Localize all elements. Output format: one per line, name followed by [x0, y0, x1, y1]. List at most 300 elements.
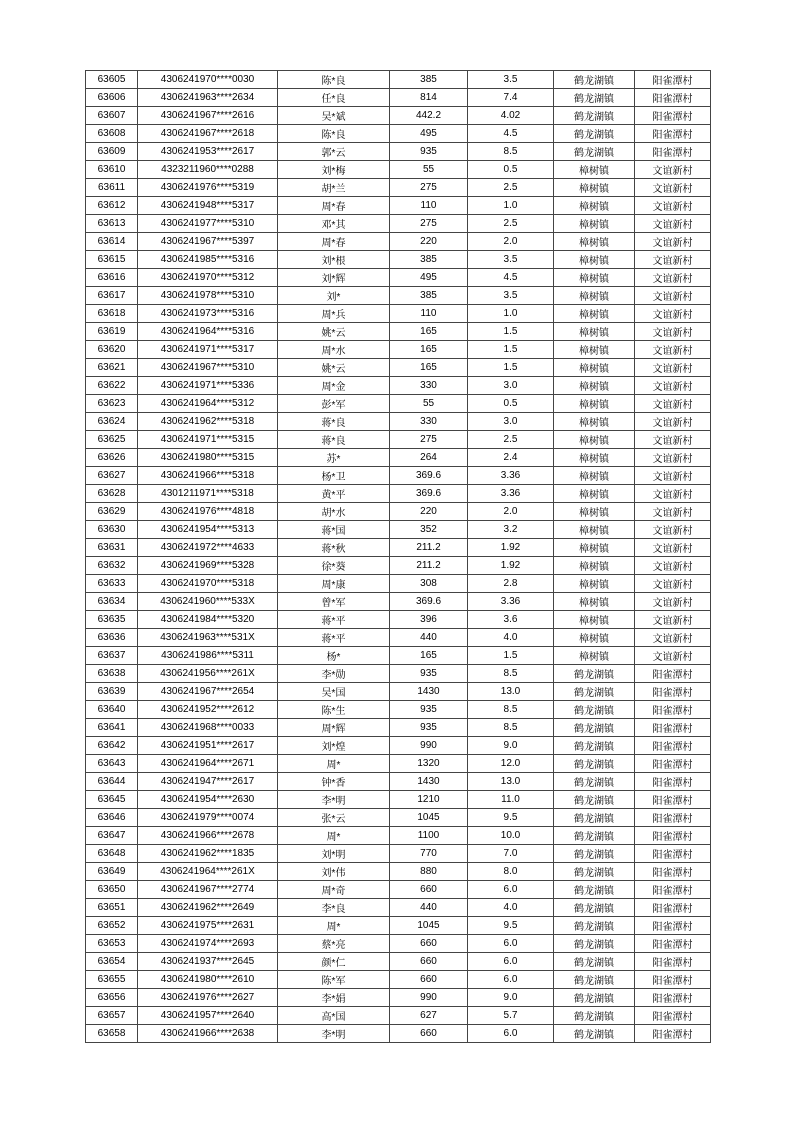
cell-id_number: 4306241957****2640 [138, 1007, 278, 1025]
cell-seq: 63650 [86, 881, 138, 899]
cell-town: 鹤龙湖镇 [554, 701, 635, 719]
cell-name: 刘*明 [278, 845, 390, 863]
cell-id_number: 4306241956****261X [138, 665, 278, 683]
cell-town: 鹤龙湖镇 [554, 719, 635, 737]
cell-amount: 165 [390, 647, 468, 665]
cell-amount: 275 [390, 215, 468, 233]
cell-village: 文谊新村 [635, 359, 711, 377]
cell-rate: 1.0 [468, 197, 554, 215]
cell-name: 陈*良 [278, 125, 390, 143]
cell-seq: 63607 [86, 107, 138, 125]
cell-seq: 63639 [86, 683, 138, 701]
cell-village: 阳雀潭村 [635, 89, 711, 107]
cell-rate: 13.0 [468, 773, 554, 791]
cell-name: 姚*云 [278, 323, 390, 341]
cell-village: 阳雀潭村 [635, 953, 711, 971]
cell-name: 蒋*平 [278, 611, 390, 629]
cell-name: 蒋*良 [278, 413, 390, 431]
cell-village: 阳雀潭村 [635, 863, 711, 881]
cell-name: 周* [278, 917, 390, 935]
cell-town: 鹤龙湖镇 [554, 773, 635, 791]
cell-rate: 3.36 [468, 593, 554, 611]
cell-name: 陈*军 [278, 971, 390, 989]
cell-town: 樟树镇 [554, 521, 635, 539]
cell-rate: 1.5 [468, 647, 554, 665]
cell-name: 杨*卫 [278, 467, 390, 485]
cell-seq: 63656 [86, 989, 138, 1007]
cell-village: 文谊新村 [635, 251, 711, 269]
cell-amount: 330 [390, 413, 468, 431]
cell-seq: 63652 [86, 917, 138, 935]
data-table-body [86, 71, 711, 1043]
cell-seq: 63635 [86, 611, 138, 629]
cell-village: 阳雀潭村 [635, 827, 711, 845]
table-row [86, 485, 711, 503]
cell-rate: 3.36 [468, 467, 554, 485]
cell-amount: 1045 [390, 917, 468, 935]
cell-village: 文谊新村 [635, 269, 711, 287]
table-row [86, 755, 711, 773]
cell-town: 樟树镇 [554, 449, 635, 467]
table-row [86, 287, 711, 305]
cell-id_number: 4306241967****5310 [138, 359, 278, 377]
cell-village: 文谊新村 [635, 161, 711, 179]
cell-id_number: 4306241967****2618 [138, 125, 278, 143]
cell-rate: 6.0 [468, 935, 554, 953]
table-row [86, 449, 711, 467]
cell-amount: 165 [390, 359, 468, 377]
table-row [86, 737, 711, 755]
cell-village: 文谊新村 [635, 233, 711, 251]
cell-seq: 63613 [86, 215, 138, 233]
cell-seq: 63609 [86, 143, 138, 161]
cell-seq: 63638 [86, 665, 138, 683]
cell-village: 阳雀潭村 [635, 989, 711, 1007]
table-row [86, 251, 711, 269]
cell-id_number: 4323211960****0288 [138, 161, 278, 179]
cell-id_number: 4306241962****2649 [138, 899, 278, 917]
cell-town: 樟树镇 [554, 431, 635, 449]
cell-village: 阳雀潭村 [635, 881, 711, 899]
cell-id_number: 4306241964****2671 [138, 755, 278, 773]
table-row [86, 719, 711, 737]
cell-town: 鹤龙湖镇 [554, 737, 635, 755]
cell-id_number: 4306241985****5316 [138, 251, 278, 269]
cell-rate: 1.0 [468, 305, 554, 323]
table-row [86, 125, 711, 143]
cell-rate: 1.5 [468, 323, 554, 341]
cell-rate: 9.0 [468, 737, 554, 755]
cell-name: 徐*葵 [278, 557, 390, 575]
cell-name: 李*良 [278, 899, 390, 917]
cell-town: 樟树镇 [554, 575, 635, 593]
cell-rate: 6.0 [468, 881, 554, 899]
cell-village: 阳雀潭村 [635, 773, 711, 791]
cell-name: 姚*云 [278, 359, 390, 377]
table-row [86, 323, 711, 341]
cell-rate: 2.0 [468, 233, 554, 251]
cell-seq: 63615 [86, 251, 138, 269]
cell-id_number: 4306241947****2617 [138, 773, 278, 791]
cell-seq: 63632 [86, 557, 138, 575]
cell-id_number: 4306241952****2612 [138, 701, 278, 719]
cell-id_number: 4306241986****5311 [138, 647, 278, 665]
cell-town: 鹤龙湖镇 [554, 971, 635, 989]
table-row [86, 215, 711, 233]
cell-rate: 8.0 [468, 863, 554, 881]
cell-name: 周*康 [278, 575, 390, 593]
cell-id_number: 4306241967****2654 [138, 683, 278, 701]
cell-rate: 7.4 [468, 89, 554, 107]
cell-id_number: 4306241976****4818 [138, 503, 278, 521]
table-row [86, 377, 711, 395]
cell-id_number: 4306241948****5317 [138, 197, 278, 215]
cell-name: 陈*良 [278, 71, 390, 89]
cell-seq: 63612 [86, 197, 138, 215]
cell-town: 樟树镇 [554, 161, 635, 179]
table-row [86, 197, 711, 215]
cell-amount: 935 [390, 719, 468, 737]
cell-id_number: 4306241979****0074 [138, 809, 278, 827]
cell-village: 阳雀潭村 [635, 719, 711, 737]
cell-id_number: 4306241937****2645 [138, 953, 278, 971]
cell-village: 文谊新村 [635, 521, 711, 539]
cell-town: 鹤龙湖镇 [554, 683, 635, 701]
cell-village: 文谊新村 [635, 647, 711, 665]
cell-rate: 9.5 [468, 809, 554, 827]
cell-seq: 63605 [86, 71, 138, 89]
cell-rate: 10.0 [468, 827, 554, 845]
cell-seq: 63633 [86, 575, 138, 593]
cell-amount: 1045 [390, 809, 468, 827]
table-row [86, 791, 711, 809]
cell-town: 樟树镇 [554, 395, 635, 413]
cell-name: 李*勋 [278, 665, 390, 683]
cell-seq: 63606 [86, 89, 138, 107]
cell-town: 樟树镇 [554, 413, 635, 431]
cell-name: 高*国 [278, 1007, 390, 1025]
cell-name: 杨* [278, 647, 390, 665]
cell-id_number: 4306241984****5320 [138, 611, 278, 629]
cell-town: 樟树镇 [554, 269, 635, 287]
cell-rate: 6.0 [468, 971, 554, 989]
table-row [86, 701, 711, 719]
cell-rate: 8.5 [468, 719, 554, 737]
cell-id_number: 4306241975****2631 [138, 917, 278, 935]
cell-amount: 495 [390, 125, 468, 143]
cell-village: 阳雀潭村 [635, 701, 711, 719]
cell-village: 文谊新村 [635, 305, 711, 323]
cell-name: 李*明 [278, 1025, 390, 1043]
cell-village: 文谊新村 [635, 179, 711, 197]
cell-name: 钟*香 [278, 773, 390, 791]
cell-village: 文谊新村 [635, 377, 711, 395]
cell-rate: 3.0 [468, 377, 554, 395]
cell-town: 鹤龙湖镇 [554, 143, 635, 161]
cell-town: 鹤龙湖镇 [554, 125, 635, 143]
cell-town: 樟树镇 [554, 359, 635, 377]
table-row [86, 359, 711, 377]
cell-id_number: 4306241971****5336 [138, 377, 278, 395]
table-row [86, 953, 711, 971]
cell-town: 鹤龙湖镇 [554, 989, 635, 1007]
cell-town: 樟树镇 [554, 593, 635, 611]
cell-village: 阳雀潭村 [635, 917, 711, 935]
cell-rate: 8.5 [468, 701, 554, 719]
cell-town: 鹤龙湖镇 [554, 665, 635, 683]
cell-name: 邓*其 [278, 215, 390, 233]
cell-amount: 211.2 [390, 539, 468, 557]
cell-name: 周* [278, 755, 390, 773]
cell-village: 文谊新村 [635, 395, 711, 413]
cell-id_number: 4306241962****1835 [138, 845, 278, 863]
cell-seq: 63610 [86, 161, 138, 179]
cell-amount: 935 [390, 701, 468, 719]
cell-town: 樟树镇 [554, 485, 635, 503]
table-row [86, 161, 711, 179]
cell-village: 文谊新村 [635, 341, 711, 359]
table-row [86, 431, 711, 449]
cell-rate: 4.5 [468, 125, 554, 143]
table-row [86, 503, 711, 521]
cell-village: 文谊新村 [635, 197, 711, 215]
cell-name: 刘*伟 [278, 863, 390, 881]
cell-rate: 2.8 [468, 575, 554, 593]
cell-village: 文谊新村 [635, 287, 711, 305]
cell-name: 蒋*秋 [278, 539, 390, 557]
table-row [86, 1007, 711, 1025]
cell-village: 文谊新村 [635, 449, 711, 467]
cell-name: 郭*云 [278, 143, 390, 161]
cell-town: 樟树镇 [554, 305, 635, 323]
cell-town: 鹤龙湖镇 [554, 917, 635, 935]
cell-name: 颜*仁 [278, 953, 390, 971]
cell-seq: 63617 [86, 287, 138, 305]
cell-rate: 3.5 [468, 251, 554, 269]
cell-name: 周* [278, 827, 390, 845]
cell-seq: 63657 [86, 1007, 138, 1025]
cell-name: 蔡*亮 [278, 935, 390, 953]
cell-rate: 2.5 [468, 215, 554, 233]
cell-amount: 990 [390, 989, 468, 1007]
cell-amount: 220 [390, 503, 468, 521]
cell-id_number: 4306241964****5316 [138, 323, 278, 341]
cell-amount: 990 [390, 737, 468, 755]
cell-seq: 63611 [86, 179, 138, 197]
cell-rate: 3.5 [468, 287, 554, 305]
cell-rate: 0.5 [468, 161, 554, 179]
cell-town: 樟树镇 [554, 197, 635, 215]
cell-amount: 385 [390, 287, 468, 305]
cell-rate: 2.4 [468, 449, 554, 467]
cell-seq: 63644 [86, 773, 138, 791]
cell-amount: 814 [390, 89, 468, 107]
table-row [86, 773, 711, 791]
cell-town: 鹤龙湖镇 [554, 71, 635, 89]
cell-village: 阳雀潭村 [635, 899, 711, 917]
cell-id_number: 4306241963****531X [138, 629, 278, 647]
cell-name: 刘*梅 [278, 161, 390, 179]
cell-village: 阳雀潭村 [635, 71, 711, 89]
cell-amount: 660 [390, 881, 468, 899]
cell-id_number: 4306241980****5315 [138, 449, 278, 467]
cell-amount: 1210 [390, 791, 468, 809]
cell-town: 鹤龙湖镇 [554, 791, 635, 809]
cell-seq: 63618 [86, 305, 138, 323]
cell-village: 阳雀潭村 [635, 665, 711, 683]
cell-rate: 11.0 [468, 791, 554, 809]
cell-amount: 440 [390, 899, 468, 917]
cell-name: 周*春 [278, 197, 390, 215]
cell-amount: 110 [390, 197, 468, 215]
cell-seq: 63655 [86, 971, 138, 989]
cell-amount: 264 [390, 449, 468, 467]
cell-amount: 110 [390, 305, 468, 323]
cell-rate: 3.36 [468, 485, 554, 503]
table-row [86, 413, 711, 431]
cell-rate: 3.0 [468, 413, 554, 431]
cell-name: 刘*辉 [278, 269, 390, 287]
cell-name: 胡*兰 [278, 179, 390, 197]
cell-town: 鹤龙湖镇 [554, 845, 635, 863]
cell-name: 刘* [278, 287, 390, 305]
cell-town: 樟树镇 [554, 179, 635, 197]
cell-name: 周*辉 [278, 719, 390, 737]
cell-amount: 660 [390, 953, 468, 971]
cell-id_number: 4306241980****2610 [138, 971, 278, 989]
cell-id_number: 4306241966****2638 [138, 1025, 278, 1043]
cell-seq: 63623 [86, 395, 138, 413]
table-row [86, 107, 711, 125]
table-row [86, 233, 711, 251]
cell-village: 文谊新村 [635, 485, 711, 503]
cell-id_number: 4306241970****5312 [138, 269, 278, 287]
table-row [86, 521, 711, 539]
cell-id_number: 4306241954****5313 [138, 521, 278, 539]
table-row [86, 611, 711, 629]
cell-seq: 63637 [86, 647, 138, 665]
cell-id_number: 4306241972****4633 [138, 539, 278, 557]
cell-id_number: 4306241976****5319 [138, 179, 278, 197]
cell-town: 樟树镇 [554, 611, 635, 629]
cell-town: 樟树镇 [554, 287, 635, 305]
cell-id_number: 4306241974****2693 [138, 935, 278, 953]
cell-amount: 165 [390, 323, 468, 341]
cell-town: 樟树镇 [554, 215, 635, 233]
cell-id_number: 4306241963****2634 [138, 89, 278, 107]
cell-village: 阳雀潭村 [635, 125, 711, 143]
cell-amount: 385 [390, 251, 468, 269]
cell-town: 鹤龙湖镇 [554, 827, 635, 845]
cell-seq: 63630 [86, 521, 138, 539]
cell-town: 鹤龙湖镇 [554, 1007, 635, 1025]
cell-id_number: 4306241976****2627 [138, 989, 278, 1007]
cell-rate: 2.0 [468, 503, 554, 521]
cell-rate: 4.0 [468, 629, 554, 647]
cell-town: 樟树镇 [554, 539, 635, 557]
table-row [86, 845, 711, 863]
cell-amount: 369.6 [390, 467, 468, 485]
cell-name: 周*水 [278, 341, 390, 359]
cell-rate: 9.5 [468, 917, 554, 935]
cell-town: 樟树镇 [554, 377, 635, 395]
cell-town: 樟树镇 [554, 629, 635, 647]
table-row [86, 575, 711, 593]
table-row [86, 917, 711, 935]
cell-name: 刘*根 [278, 251, 390, 269]
table-row [86, 143, 711, 161]
cell-name: 吴*国 [278, 683, 390, 701]
cell-town: 鹤龙湖镇 [554, 863, 635, 881]
cell-name: 刘*煌 [278, 737, 390, 755]
cell-name: 黄*平 [278, 485, 390, 503]
cell-amount: 55 [390, 161, 468, 179]
cell-town: 鹤龙湖镇 [554, 881, 635, 899]
cell-village: 文谊新村 [635, 215, 711, 233]
cell-rate: 3.6 [468, 611, 554, 629]
table-row [86, 881, 711, 899]
cell-village: 阳雀潭村 [635, 755, 711, 773]
cell-name: 周*春 [278, 233, 390, 251]
table-row [86, 665, 711, 683]
cell-id_number: 4301211971****5318 [138, 485, 278, 503]
cell-amount: 1100 [390, 827, 468, 845]
cell-seq: 63621 [86, 359, 138, 377]
table-row [86, 647, 711, 665]
table-row [86, 539, 711, 557]
cell-village: 阳雀潭村 [635, 845, 711, 863]
cell-seq: 63614 [86, 233, 138, 251]
cell-town: 樟树镇 [554, 251, 635, 269]
cell-name: 陈*生 [278, 701, 390, 719]
cell-rate: 4.02 [468, 107, 554, 125]
cell-seq: 63634 [86, 593, 138, 611]
cell-village: 文谊新村 [635, 503, 711, 521]
cell-seq: 63628 [86, 485, 138, 503]
cell-rate: 5.7 [468, 1007, 554, 1025]
cell-town: 鹤龙湖镇 [554, 809, 635, 827]
cell-village: 文谊新村 [635, 323, 711, 341]
cell-seq: 63647 [86, 827, 138, 845]
cell-village: 阳雀潭村 [635, 1025, 711, 1043]
cell-id_number: 4306241970****0030 [138, 71, 278, 89]
cell-seq: 63643 [86, 755, 138, 773]
cell-amount: 660 [390, 1025, 468, 1043]
cell-id_number: 4306241964****261X [138, 863, 278, 881]
cell-village: 文谊新村 [635, 413, 711, 431]
cell-rate: 8.5 [468, 143, 554, 161]
table-row [86, 683, 711, 701]
cell-village: 阳雀潭村 [635, 809, 711, 827]
cell-seq: 63616 [86, 269, 138, 287]
cell-town: 鹤龙湖镇 [554, 1025, 635, 1043]
cell-seq: 63654 [86, 953, 138, 971]
cell-seq: 63649 [86, 863, 138, 881]
cell-amount: 369.6 [390, 593, 468, 611]
cell-id_number: 4306241960****533X [138, 593, 278, 611]
cell-name: 周*奇 [278, 881, 390, 899]
cell-town: 樟树镇 [554, 467, 635, 485]
cell-seq: 63629 [86, 503, 138, 521]
cell-id_number: 4306241953****2617 [138, 143, 278, 161]
cell-town: 鹤龙湖镇 [554, 953, 635, 971]
cell-seq: 63651 [86, 899, 138, 917]
cell-seq: 63645 [86, 791, 138, 809]
cell-seq: 63642 [86, 737, 138, 755]
cell-village: 阳雀潭村 [635, 935, 711, 953]
cell-amount: 396 [390, 611, 468, 629]
cell-id_number: 4306241954****2630 [138, 791, 278, 809]
